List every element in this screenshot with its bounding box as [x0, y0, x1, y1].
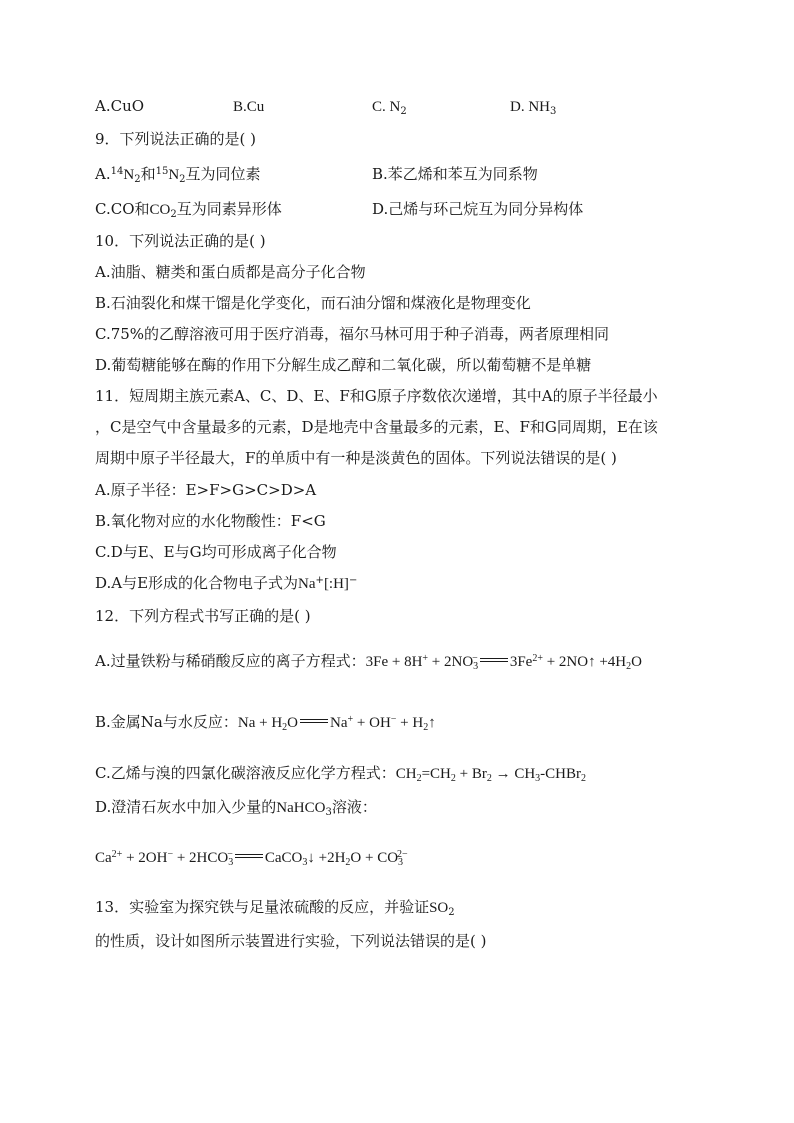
- q9-stem: 9．下列说法正确的是( ): [95, 130, 257, 148]
- q12-stem: 12．下列方程式书写正确的是( ): [95, 607, 311, 625]
- q12-option-d-equation: $Ca^{2+} + 2OH^- + 2HCO_3^-$ CaCO$_3$↓ $+2H_2O + CO_3^{2-}$: [95, 849, 408, 868]
- q12-option-b: B.金属Na与水反应：$Na + H_2O$ $Na^+ + OH^- + H_2↑$: [95, 713, 436, 733]
- q12-option-a: A.过量铁粉与稀硝酸反应的离子方程式：$3Fe + 8H^+ + 2NO_3^-$ $3Fe^{2+}$ + 2NO↑ $+4H_2O$: [95, 652, 642, 672]
- q12-option-b-equation: $Na + H_2O$ $Na^+ + OH^- + H_2↑$: [237, 714, 436, 733]
- q8-option-d: D. $NH_3$: [510, 99, 557, 117]
- q8-option-c: C. $N_2$: [372, 99, 407, 117]
- q10-option-a: A.油脂、糖类和蛋白质都是高分子化合物: [95, 263, 366, 281]
- q10-option-d: D.葡萄糖能够在酶的作用下分解生成乙醇和二氧化碳，所以葡萄糖不是单糖: [95, 356, 592, 374]
- q11-option-c: C.D与E、E与G均可形成离子化合物: [95, 543, 337, 561]
- q13-stem-line-2: 的性质，设计如图所示装置进行实验，下列说法错误的是( ): [95, 932, 487, 950]
- q11-option-d: D.A与E形成的化合物电子式为Na+[:H]−: [95, 574, 358, 592]
- q12-option-c: C.乙烯与溴的四氯化碳溶液反应化学方程式：$CH_2=CH_2 + Br_2$ → $CH_3-CHBr_2$: [95, 764, 587, 784]
- q11-option-a: A.原子半径：E>F>G>C>D>A: [95, 481, 317, 499]
- q9-option-a: $A.^{14}N_2$和$^{15}N_2$互为同位素: [95, 165, 261, 185]
- q10-option-c: C.75%的乙醇溶液可用于医疗消毒，福尔马林可用于种子消毒，两者原理相同: [95, 325, 610, 343]
- q9-option-d: D.己烯与环己烷互为同分异构体: [372, 200, 584, 218]
- q11-stem-line-1: 11．短周期主族元素A、C、D、E、F和G原子序数依次递增，其中A的原子半径最小: [95, 387, 658, 405]
- q11-stem-line-3: 周期中原子半径最大，F的单质中有一种是淡黄色的固体。下列说法错误的是( ): [95, 449, 617, 467]
- q9-option-c: C.CO和$CO_2$互为同素异形体: [95, 200, 282, 220]
- q12-option-d: D.澄清石灰水中加入少量的NaHCO$_3$溶液：: [95, 798, 377, 818]
- q9-option-b: B.苯乙烯和苯互为同系物: [372, 165, 538, 183]
- q11-stem-line-2: ，C是空气中含量最多的元素，D是地壳中含量最多的元素，E、F和G同周期，E在该: [95, 418, 658, 436]
- q11-option-b: B.氧化物对应的水化物酸性：F<G: [95, 512, 326, 530]
- q10-option-b: B.石油裂化和煤干馏是化学变化，而石油分馏和煤液化是物理变化: [95, 294, 531, 312]
- q12-option-a-equation: $3Fe + 8H^+ + 2NO_3^-$ $3Fe^{2+}$ + 2NO↑ $+4H_2O$: [365, 653, 642, 672]
- q8-option-b: B.Cu: [233, 99, 265, 115]
- q8-option-a: A.CuO: [95, 97, 145, 115]
- q10-stem: 10．下列说法正确的是( ): [95, 232, 266, 250]
- q13-stem-line-1: 13．实验室为探究铁与足量浓硫酸的反应，并验证$SO_2$: [95, 898, 455, 918]
- q12-option-c-equation: $CH_2=CH_2 + Br_2$ → $CH_3-CHBr_2$: [395, 766, 587, 784]
